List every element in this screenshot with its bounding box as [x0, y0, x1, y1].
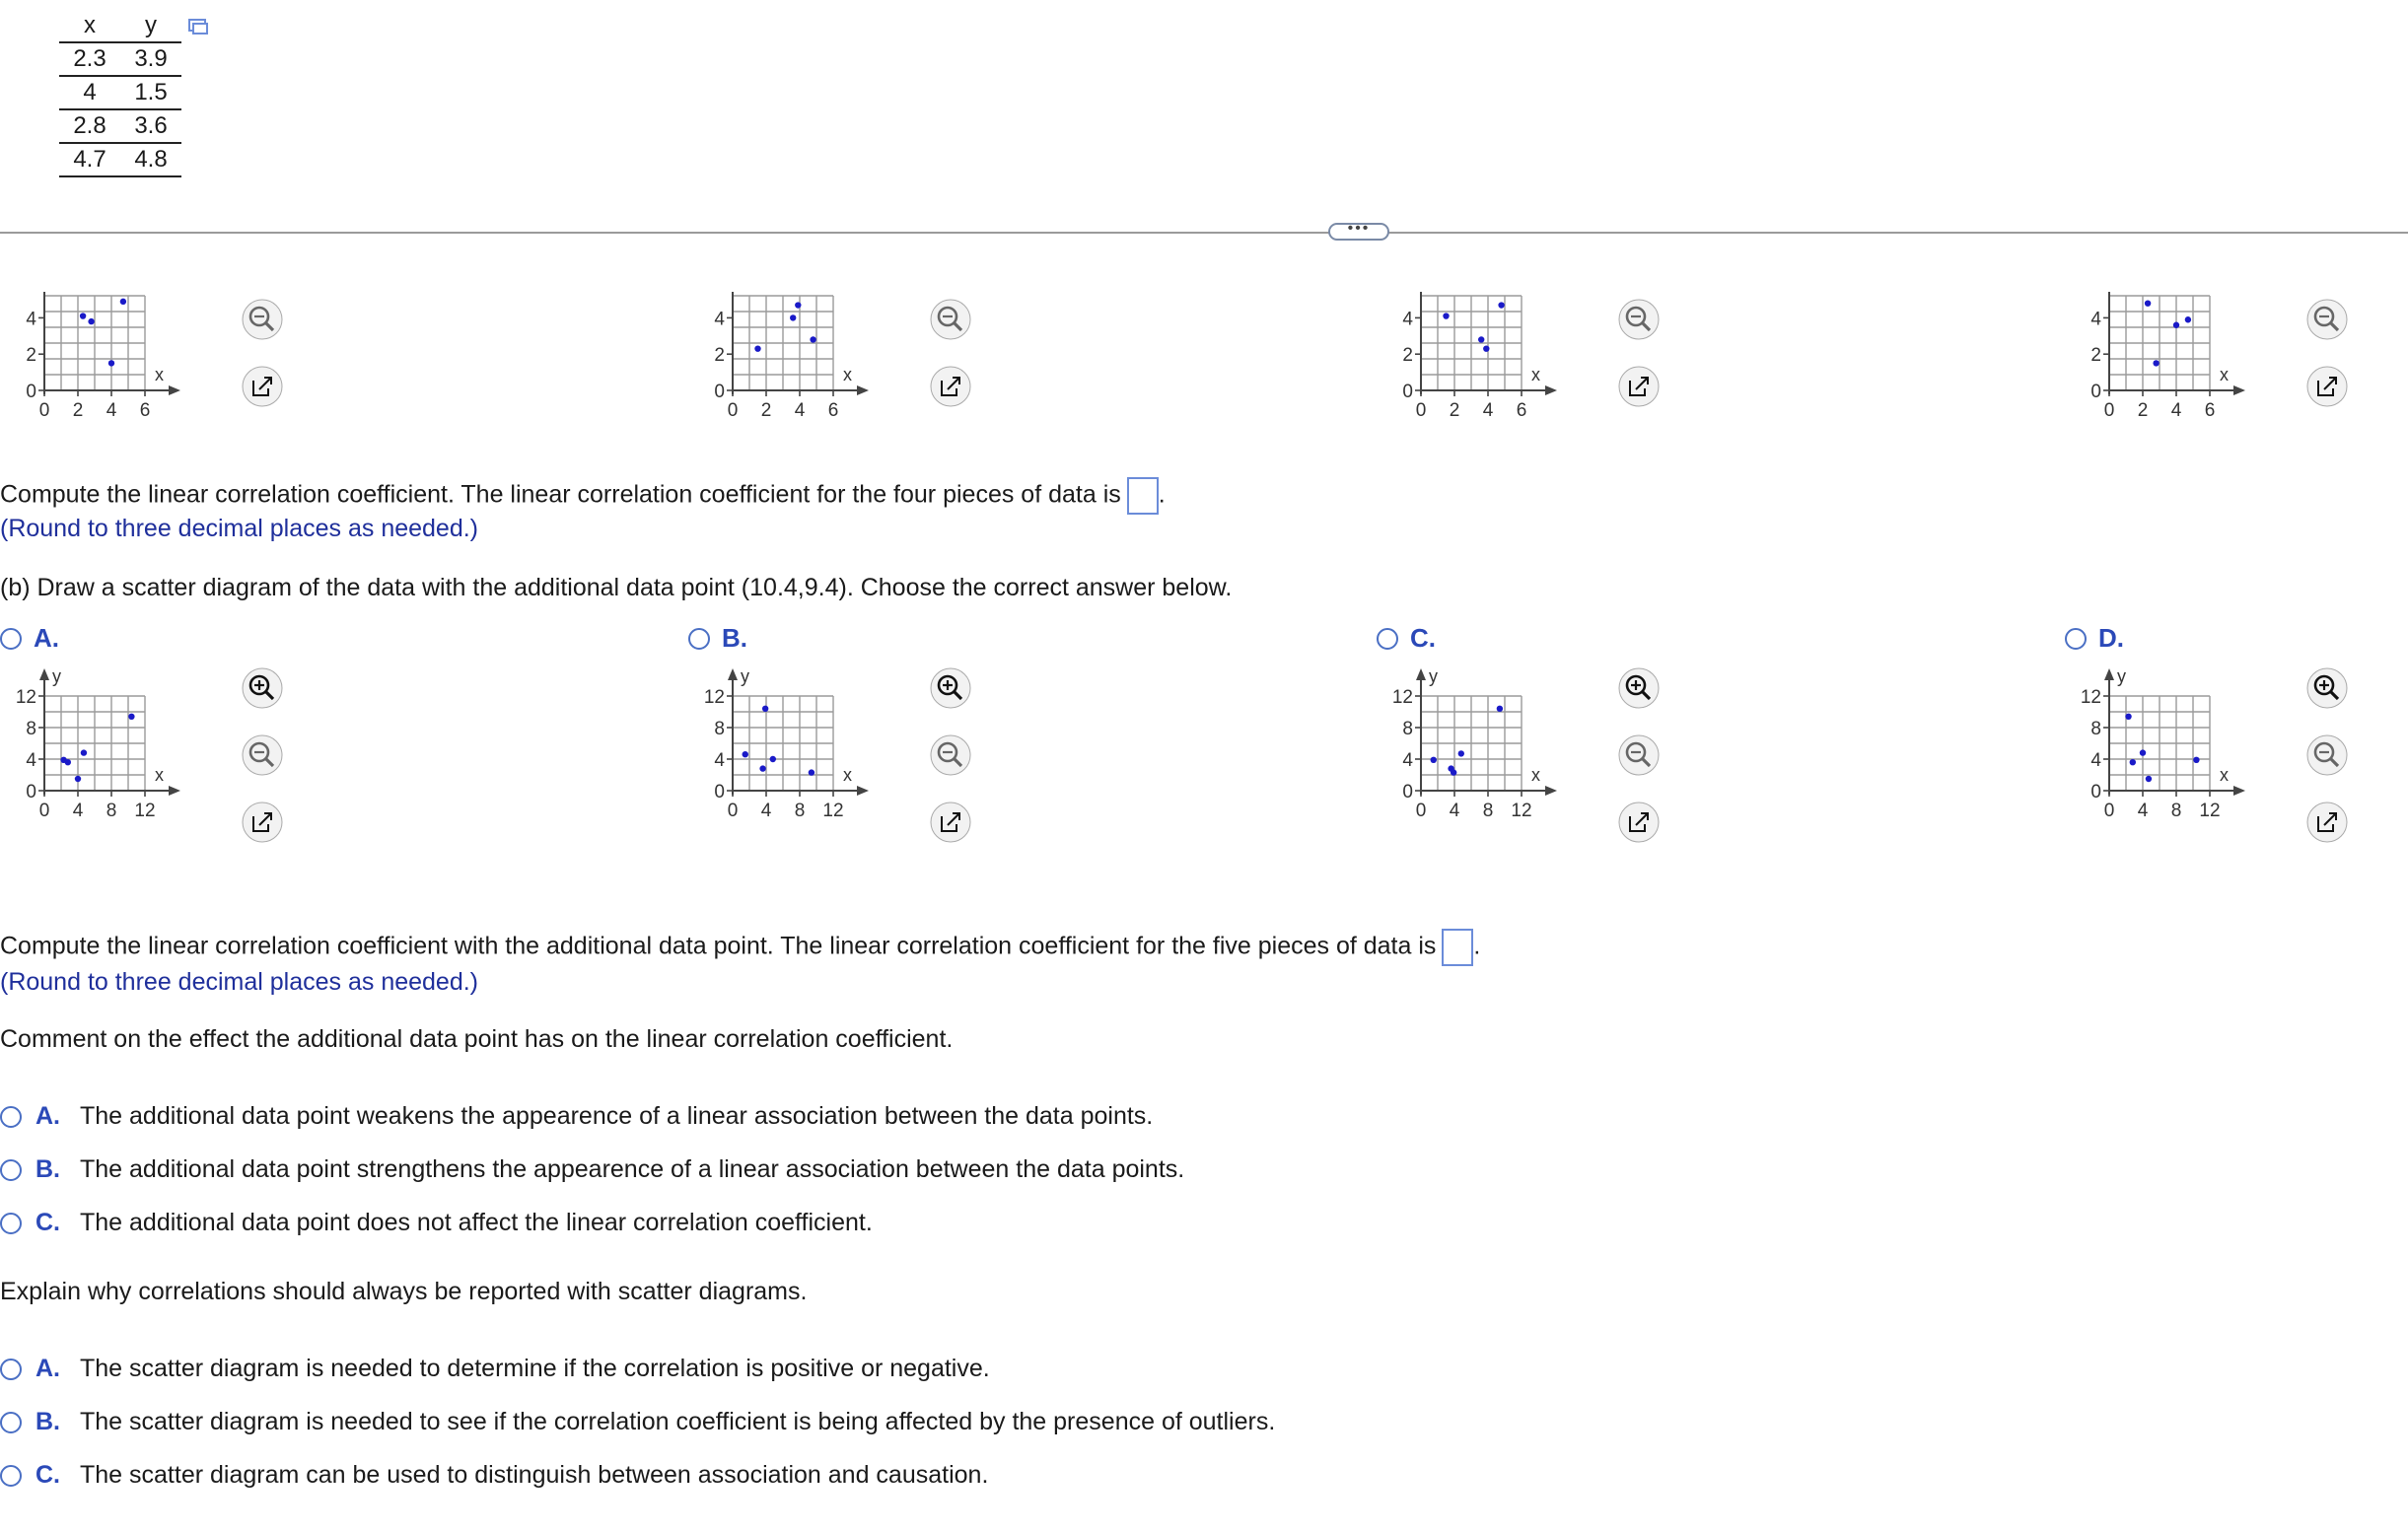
radio-button[interactable] — [0, 628, 22, 650]
y-axis-label: y — [2117, 666, 2126, 686]
x-tick-label: 4 — [2170, 400, 2182, 421]
x-tick-label: 2 — [72, 400, 84, 421]
part-d-question: Comment on the effect the additional data point has on the linear correlation coefficient. — [0, 1025, 954, 1053]
part-b-option-a — [0, 666, 217, 834]
part-a-question — [0, 477, 1166, 515]
x-tick-label: 12 — [1511, 801, 1532, 821]
x-axis-label: x — [2220, 365, 2229, 384]
open-new-window-icon[interactable] — [1617, 365, 1661, 408]
part-c-answer-input[interactable] — [1442, 929, 1473, 966]
x-tick-label: 2 — [2137, 400, 2149, 421]
x-tick-label: 2 — [760, 400, 772, 421]
table-cell: 2.8 — [59, 109, 120, 143]
part-b-option-d[interactable] — [2065, 623, 2124, 654]
part-a-question-text: Compute the linear correlation coefficient. The linear correlation coefficient for the four pieces of data is — [0, 480, 1121, 509]
scatter-point — [762, 706, 768, 712]
scatter-point — [2173, 322, 2179, 328]
radio-button[interactable] — [0, 1106, 22, 1128]
zoom-in-icon[interactable] — [2305, 666, 2349, 710]
x-tick-label: 12 — [134, 801, 156, 821]
open-new-window-icon[interactable] — [2305, 365, 2349, 408]
y-tick-label: 12 — [1391, 687, 1413, 708]
x-tick-label: 2 — [1449, 400, 1460, 421]
part-c-round-note: (Round to three decimal places as needed.) — [0, 968, 479, 996]
part-d-option-c[interactable] — [0, 1209, 873, 1237]
x-axis-label: x — [1531, 765, 1540, 785]
scatter-point — [75, 776, 81, 782]
y-tick-label: 2 — [1402, 345, 1413, 367]
column-header-y: y — [120, 10, 181, 42]
part-a-plot-1 — [0, 276, 217, 434]
x-axis-arrow — [1545, 385, 1557, 395]
part-c-question — [0, 929, 1480, 966]
y-tick-label: 0 — [26, 782, 36, 802]
option-text: The scatter diagram is needed to determine if the correlation is positive or negative. — [80, 1355, 990, 1382]
y-axis-arrow — [39, 668, 49, 680]
x-tick-label: 8 — [1482, 801, 1494, 821]
scatter-point — [2140, 749, 2146, 755]
x-tick-label: 4 — [1482, 400, 1494, 421]
zoom-out-icon[interactable] — [241, 733, 284, 777]
scatter-point — [2125, 714, 2131, 720]
zoom-in-icon[interactable] — [929, 666, 972, 710]
table-row — [59, 109, 181, 143]
y-axis-arrow — [1416, 668, 1426, 680]
option-text: The additional data point does not affect the linear correlation coefficient. — [80, 1209, 873, 1236]
x-tick-label: 12 — [822, 801, 844, 821]
zoom-out-icon[interactable] — [1617, 298, 1661, 341]
y-tick-label: 8 — [2090, 719, 2101, 739]
table-cell: 2.3 — [59, 42, 120, 76]
y-tick-label: 2 — [2090, 345, 2101, 367]
table-cell: 4.8 — [120, 143, 181, 176]
x-tick-label: 4 — [72, 801, 84, 821]
x-axis-label: x — [843, 365, 852, 384]
part-a-answer-input[interactable] — [1127, 477, 1159, 515]
x-tick-label: 6 — [827, 400, 839, 421]
y-tick-label: 12 — [2080, 687, 2101, 708]
x-tick-label: 0 — [1415, 400, 1427, 421]
y-axis-arrow — [2104, 668, 2114, 680]
x-axis-arrow — [857, 385, 869, 395]
part-e-option-a[interactable] — [0, 1355, 990, 1383]
part-c-question-text: Compute the linear correlation coefficient with the additional data point. The linear correlation coefficient for the five pieces of data is — [0, 932, 1437, 960]
scatter-point — [1497, 706, 1503, 712]
open-new-window-icon[interactable] — [929, 801, 972, 844]
table-cell: 3.9 — [120, 42, 181, 76]
x-axis-arrow — [2233, 786, 2245, 796]
y-tick-label: 4 — [2090, 309, 2101, 330]
zoom-out-icon[interactable] — [2305, 298, 2349, 341]
x-tick-label: 8 — [794, 801, 806, 821]
x-tick-label: 6 — [139, 400, 151, 421]
part-a-plot-3 — [1377, 276, 1594, 434]
y-tick-label: 0 — [2090, 782, 2101, 802]
option-letter: D. — [2098, 623, 2124, 653]
data-table — [59, 10, 181, 177]
scatter-point — [1443, 313, 1449, 318]
y-tick-label: 4 — [714, 309, 725, 330]
table-cell: 4 — [59, 76, 120, 109]
scatter-point — [2146, 776, 2152, 782]
scatter-point — [1478, 336, 1484, 342]
y-tick-label: 0 — [1402, 382, 1413, 402]
scatter-point — [1431, 757, 1437, 763]
x-tick-label: 4 — [794, 400, 806, 421]
scatter-point — [795, 302, 801, 308]
section-divider — [0, 232, 2408, 234]
scatter-point — [743, 751, 748, 757]
part-d-option-a[interactable] — [0, 1102, 1153, 1131]
scatter-point — [1451, 769, 1456, 775]
part-b-option-d — [2065, 666, 2282, 834]
x-axis-arrow — [1545, 786, 1557, 796]
zoom-out-icon[interactable] — [241, 298, 284, 341]
y-axis-label: y — [741, 666, 749, 686]
y-tick-label: 8 — [714, 719, 725, 739]
option-letter: B. — [35, 1155, 60, 1183]
y-tick-label: 0 — [714, 782, 725, 802]
zoom-in-icon[interactable] — [1617, 666, 1661, 710]
y-tick-label: 12 — [15, 687, 36, 708]
option-letter: C. — [35, 1209, 60, 1236]
x-axis-arrow — [2233, 385, 2245, 395]
y-axis-label: y — [52, 666, 61, 686]
radio-button[interactable] — [0, 1213, 22, 1234]
part-a-plot-4 — [2065, 276, 2282, 434]
scatter-point — [1458, 750, 1464, 756]
option-text: The scatter diagram can be used to distinguish between association and causation. — [80, 1461, 989, 1489]
option-text: The additional data point strengthens the appearence of a linear association between the data points. — [80, 1155, 1185, 1183]
part-d-option-b[interactable] — [0, 1155, 1184, 1184]
option-letter: B. — [35, 1408, 60, 1435]
x-tick-label: 8 — [106, 801, 117, 821]
y-axis-arrow — [728, 668, 738, 680]
option-letter: B. — [722, 623, 747, 653]
x-axis-label: x — [1531, 365, 1540, 384]
scatter-point — [809, 769, 814, 775]
zoom-in-icon[interactable] — [241, 666, 284, 710]
y-tick-label: 4 — [1402, 750, 1413, 771]
option-letter: C. — [35, 1461, 60, 1489]
y-tick-label: 0 — [2090, 382, 2101, 402]
x-tick-label: 0 — [38, 801, 50, 821]
x-tick-label: 0 — [1415, 801, 1427, 821]
y-axis-label: y — [1429, 666, 1438, 686]
radio-button[interactable] — [1377, 628, 1398, 650]
y-tick-label: 4 — [1402, 309, 1413, 330]
open-new-window-icon[interactable] — [241, 801, 284, 844]
zoom-out-icon[interactable] — [929, 733, 972, 777]
y-tick-label: 8 — [1402, 719, 1413, 739]
data-table-header-row — [59, 10, 181, 42]
expand-more-button[interactable]: ••• — [1328, 223, 1389, 241]
scatter-point — [1483, 345, 1489, 351]
option-text: The additional data point weakens the appearence of a linear association between the data points. — [80, 1102, 1154, 1130]
x-axis-label: x — [843, 765, 852, 785]
zoom-out-icon[interactable] — [2305, 733, 2349, 777]
open-new-window-icon[interactable] — [241, 365, 284, 408]
scatter-point — [2145, 300, 2151, 306]
y-tick-label: 8 — [26, 719, 36, 739]
table-cell: 4.7 — [59, 143, 120, 176]
y-tick-label: 4 — [2090, 750, 2101, 771]
option-letter: C. — [1410, 623, 1436, 653]
table-row — [59, 76, 181, 109]
x-tick-label: 0 — [727, 400, 739, 421]
part-b-option-b[interactable] — [688, 623, 747, 654]
column-header-x: x — [59, 10, 120, 42]
option-letter: A. — [35, 1102, 60, 1130]
open-new-window-icon[interactable] — [1617, 801, 1661, 844]
scatter-point — [2153, 360, 2159, 366]
part-a-plot-2 — [688, 276, 905, 434]
table-row — [59, 42, 181, 76]
scatter-point — [120, 299, 126, 305]
scatter-point — [790, 314, 796, 320]
scatter-point — [770, 756, 776, 762]
part-e-question: Explain why correlations should always be reported with scatter diagrams. — [0, 1278, 808, 1305]
x-axis-label: x — [155, 765, 164, 785]
scatter-point — [128, 714, 134, 720]
scatter-point — [754, 345, 760, 351]
part-b-option-b — [688, 666, 905, 834]
y-tick-label: 2 — [714, 345, 725, 367]
x-tick-label: 6 — [2204, 400, 2216, 421]
scatter-point — [65, 759, 71, 765]
y-tick-label: 0 — [714, 382, 725, 402]
y-tick-label: 2 — [26, 345, 36, 367]
scatter-point — [1498, 302, 1504, 308]
part-e-option-b[interactable] — [0, 1408, 1275, 1436]
scatter-point — [2185, 316, 2191, 322]
scatter-point — [81, 749, 87, 755]
scatter-point — [2193, 757, 2199, 763]
open-new-window-icon[interactable] — [929, 365, 972, 408]
part-a-end-punct: . — [1158, 480, 1166, 509]
table-cell: 3.6 — [120, 109, 181, 143]
part-b-question: (b) Draw a scatter diagram of the data with the additional data point (10.4,9.4). Choose the correct answer below. — [0, 574, 1233, 601]
x-axis-arrow — [857, 786, 869, 796]
x-tick-label: 4 — [106, 400, 117, 421]
part-b-option-a[interactable] — [0, 623, 59, 654]
radio-button[interactable] — [0, 1359, 22, 1380]
x-tick-label: 0 — [2103, 801, 2115, 821]
table-cell: 1.5 — [120, 76, 181, 109]
scatter-point — [108, 360, 114, 366]
scatter-point — [88, 318, 94, 324]
x-tick-label: 4 — [760, 801, 772, 821]
zoom-out-icon[interactable] — [1617, 733, 1661, 777]
scatter-point — [810, 336, 815, 342]
x-axis-label: x — [2220, 765, 2229, 785]
x-axis-arrow — [169, 385, 180, 395]
open-new-window-icon[interactable] — [2305, 801, 2349, 844]
y-tick-label: 12 — [703, 687, 725, 708]
x-tick-label: 8 — [2170, 801, 2182, 821]
x-tick-label: 12 — [2199, 801, 2221, 821]
x-tick-label: 4 — [2137, 801, 2149, 821]
part-b-option-c[interactable] — [1377, 623, 1436, 654]
radio-button[interactable] — [0, 1159, 22, 1181]
x-axis-arrow — [169, 786, 180, 796]
x-tick-label: 6 — [1516, 400, 1527, 421]
part-e-option-c[interactable] — [0, 1461, 988, 1490]
radio-button[interactable] — [0, 1465, 22, 1487]
zoom-out-icon[interactable] — [929, 298, 972, 341]
x-tick-label: 0 — [727, 801, 739, 821]
x-tick-label: 0 — [38, 400, 50, 421]
y-tick-label: 4 — [714, 750, 725, 771]
part-c-end-punct: . — [1473, 932, 1481, 960]
option-letter: A. — [34, 623, 59, 653]
x-tick-label: 0 — [2103, 400, 2115, 421]
radio-button[interactable] — [688, 628, 710, 650]
part-a-round-note: (Round to three decimal places as needed.) — [0, 515, 479, 542]
option-text: The scatter diagram is needed to see if the correlation coefficient is being affected by the presence of outliers. — [80, 1408, 1276, 1435]
radio-button[interactable] — [0, 1412, 22, 1433]
y-tick-label: 4 — [26, 750, 36, 771]
scatter-point — [759, 765, 765, 771]
part-b-option-c — [1377, 666, 1594, 834]
radio-button[interactable] — [2065, 628, 2087, 650]
x-axis-label: x — [155, 365, 164, 384]
scatter-point — [2130, 759, 2136, 765]
option-letter: A. — [35, 1355, 60, 1382]
y-tick-label: 0 — [26, 382, 36, 402]
y-tick-label: 4 — [26, 309, 36, 330]
x-tick-label: 4 — [1449, 801, 1460, 821]
copy-icon[interactable] — [187, 18, 209, 35]
y-tick-label: 0 — [1402, 782, 1413, 802]
scatter-point — [80, 313, 86, 318]
table-row — [59, 143, 181, 176]
